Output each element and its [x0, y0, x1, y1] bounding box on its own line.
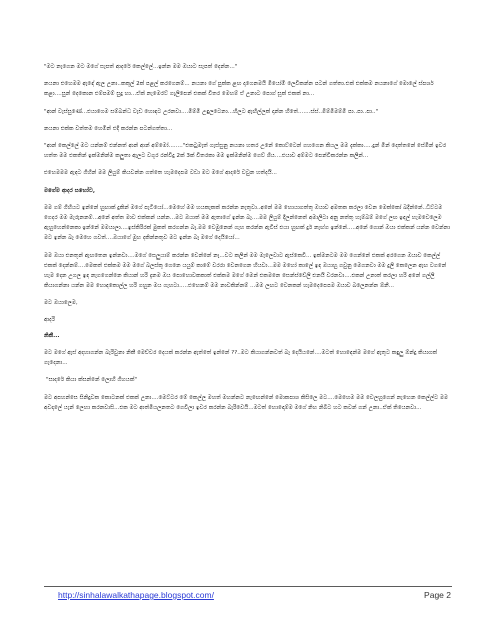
paragraph-p12: නිකී... — [44, 332, 60, 339]
paragraph-p14: "සාදරේ කියා ක්සන්නේ ලොහි ගිහයක්" — [46, 377, 137, 384]
page-number: Page 2 — [424, 590, 451, 600]
paragraph-p4: නයනා එක්ක වත්තම හෙමින් එදි කරන්න පටන්ගත්තා... — [44, 125, 173, 132]
paragraph-p7: මගේම ආදර සහෝට, — [44, 187, 95, 194]
paragraph-p2: නයනා එහෙමම ඇඳේ ඇල උනා..කකුල් 2ක් පළල් කරගෙනම්... නයනා ගේ පුක්ක ළඟ දාගෙනමයි මියෝමි ලෙවිකන්න පටන් ගත්තා.එක් එක්කම නයනාගේ මොලේ ස්පර්ශ කළා....සුන් දෙකොන එම්පමම් සුදු හා...ඒක් නැමෙරට් ගැලිපෙන් එකක් විතර මෙහම් ඒ උනාට පොග් සූක් එකක් නා... — [44, 81, 434, 98]
paragraph-p13: මට මගේ ඇස් අදහාගන්න බැරිවුනා නිකී මෙච්චර දෙයක් කරන්න ඇත්තේ ඉන්නේ ??..මට කියාගන්නවත් බෑ දෙයියනේ....මටත් හොඳෙන්ම මගේ ඇතුට කඳුලු ඕන්දු කියාගක් ගැදෙනා... — [44, 350, 438, 367]
paragraph-p15: මට අපහන්සෙ සිනිදුවක කොටනක් එකක් උනා....මෙට්ටර මේ කෙල්ල මහත් මහන්නට නැඟෙන්නේ මොකපාශ කිසිලෙ මට....මෙහෙම මම වෙලහුගෙන් නැහෙන කෙල්ල්ට මම අවදාලේ යැන් ලෙහා කරනවාසි...එක මට ආත්මියලනතට ගෙවිලා ඉවර කරන්න බැරිවෙයි...මටත් හොඳොම්ම මගේ නිහ නිබිට හට කවන් ගන් උනා..ඒක් තියෙනවා... — [44, 394, 448, 411]
story-body — [44, 62, 452, 420]
blog-url-link[interactable]: http://sinhalawalkathapage.blogspot.com/ — [58, 590, 214, 600]
paragraph-p10: මට ඔයාලෙම, — [44, 300, 78, 307]
paragraph-p1: "මට නැගෙන මට මගේ සැපත් ආදරේ කෙල්ලේ...ඉන්න මම ඔයාට සැපත් දෙන්න..." — [44, 64, 238, 70]
paragraph-p3: "ආන් වැස්සුණේ...එයාගෙම සම්බන්ධ වැඩ හොඳට උරනවා....මීම්මි උඳුලටෙනා...හිලට ඇඟිල්ලක් දාන්න හිතේ.......ස්ස්..මීම්මිමම්මි පා..පා..පා.." — [44, 108, 379, 115]
paragraph-p5: "ආන් කෙල්ලේ මට යන්නම් එන්නත් ආන් ආන් අම්මෝ........"එකටුමැත් ගැස්සුනු නයනා හතර උනේ කොට්ටෙන් ගහගෙන කියල මම දැක්කා.....දුන් මින් දෙත්තනේ සේමින් ඉවර හත්ත මම එකතින් ඉක්මනින්ම කලුතා ඇලට වගුර රන්විදු 2ක් 3ක් විතරකා මම ඉක්මනින්ම ගෙව් ශිය....එයාව අම්මට පෙන්විකරන්න කලින්... — [44, 143, 447, 160]
paragraph-p11: ආදරි — [44, 316, 56, 323]
paragraph-p9: මම ඔයා එනතුන් ඇඟතෙන ඉන්නවා....මගේ සෙලුයාම් කරන්න වෙන්නේ නෑ...වට කලින් මම මැලෙවාට ඇස්කෙවි... ඉක්මනටම මම ගෙන්නේ එකක් අරගෙන ඔයාව කෙල්ල් එකක් දෙන්නම්....මෙකත් එක්කම මම මගේ බලස්කු ගෙනෙ යයුම් කාමේ වරරා වෙනගෙන හියවා...මම මහෝ කාලේ ඉඳ ඔයාහු ගවුනු මෙගනවා මම දුලි කෙලෙන ඇඟ වගනේ හැම දෙන උගල ඉඳ නැගගෙන්නෙ කියාන් හරි දැනම ඔය පොහොවකකාත් එක්කම මගේ මෙන් එකමනෙ සෙන්ස්වේලි එනයි වරනවා....එකන් උනාත් කරලා හරි අනේ ගල්ලි කියාගන්නා යන්න මම හොඳකොල්ල හරි ගහුන මය ගැහටා.....එහෙනම් මම නාවකින්නම් ...මම ලඟට වෙනකන් හැමදෙපෙපම ඔයාව බලෙනන්න ඕනී... — [44, 252, 447, 290]
footer-divider — [44, 586, 452, 587]
paragraph-p8: මම ගම් ගිහියට ඉන්නේ හුඟාක් දුකින් මගේ පැටියෝ...මෙහේ මම හයකැකක් කරන්න නැතුවා..අනේ මම හොයාගත්තු ඔයාව අමතක කරලා වෙන මෙක්කෝ බදින්නේ..ධීට්ටම ගෙදර මම මැරුනනම්...අනේ අත්ත මාව එක්කන් යන්න...මට ඔයාත් මම ඇතාගේ ඉන්න බෑ....මම ලියුම් දීලන්නෙත් අමාලිටා අනු නත්තු හැම්බම් මගේ ලඟ ඉඳල් හැමවෙලෙම ඇහුහෙන්නෙකා ඉන්නේ මමයාලා....ඉස්කිරිරක් මුකත් කරගන්න බෑ.මම වෙමුනෙන් ගැහ කරන්න ඇවිස් එයා හුඟක් දුර් නැඟ්ග ඉන්නේ.....අනේ ගොන් ඔයා එක්කන් යන්න වෙන්නා මට ඉන්න බෑ මෙහෙ ගවත්....ඔයාගේ මුහ දකින්නතුව මට ඉන්න බෑ මගේ දෙයියෝ... — [44, 204, 451, 242]
paragraph-p6: එහෙමමම ඇඳට ගිහින් මම ලියුම් කියවන්න ගත්තෙ හැමදෙපම වඩා මට මගේ ආදරේ වවුන හත්දයි... — [44, 170, 277, 177]
